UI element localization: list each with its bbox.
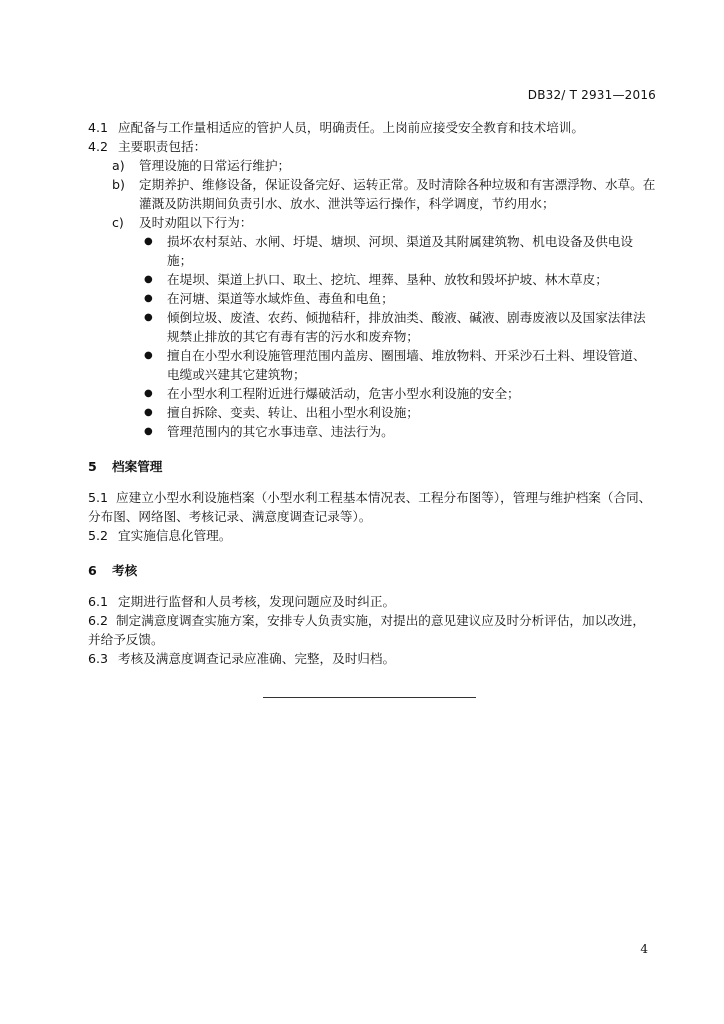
page-number: 4 [640,942,648,956]
bullet-text: 管理范围内的其它水事违章、违法行为。 [167,424,394,439]
clause-text: 宜实施信息化管理。 [118,528,232,543]
section-title: 考核 [112,563,138,578]
clause-text: 应建立小型水利设施档案（小型水利工程基本情况表、工程分布图等），管理与维护档案（合同、分布图、网络图、考核记录、满意度调查记录等）。 [88,490,652,524]
list-marker: a) [112,158,125,173]
list-item-c [88,213,656,232]
bullet-text: 擅自拆除、变卖、转让、出租小型水利设施； [167,405,419,420]
clause-5-2 [88,526,656,545]
bullet-text: 擅自在小型水利设施管理范围内盖房、圈围墙、堆放物料、开采沙石土料、埋设管道、电缆或兴建其它建筑物； [167,348,646,382]
clause-6-1 [88,592,656,611]
bullet-text: 在堤坝、渠道上扒口、取土、挖坑、埋葬、垦种、放牧和毁坏护坡、林木草皮； [167,272,608,287]
section-heading-6 [88,561,656,580]
clause-number: 6.3 [88,651,109,666]
clause-6-2 [88,611,656,649]
list-item-text: 及时劝阻以下行为： [139,215,253,230]
clause-text: 主要职责包括： [118,139,207,154]
bullet-dot-icon: ● [144,407,153,418]
list-item-a [88,156,656,175]
clause-5-1 [88,488,656,526]
bullet-dot-icon: ● [144,274,153,285]
clause-text: 应配备与工作量相适应的管护人员，明确责任。上岗前应接受安全教育和技术培训。 [118,120,584,135]
section-number: 6 [88,563,97,578]
bullet-dot-icon: ● [144,350,153,361]
clause-text: 考核及满意度调查记录应准确、完整，及时归档。 [118,651,396,666]
bullet-item [88,422,656,441]
clause-number: 4.1 [88,120,109,135]
clause-4-2 [88,137,656,156]
bullet-item [88,346,656,384]
document-code: DB32/ T 2931—2016 [527,88,656,102]
bullet-item [88,403,656,422]
bullet-dot-icon: ● [144,312,153,323]
clause-number: 6.2 [88,613,109,628]
clause-4-1 [88,118,656,137]
list-item-text: 管理设施的日常运行维护； [139,158,291,173]
bullet-text: 倾倒垃圾、废渣、农药、倾抛秸秆，排放油类、酸液、碱液、剧毒废液以及国家法律法规禁止排放的其它有毒有害的污水和废弃物； [167,310,646,344]
bullet-text: 在小型水利工程附近进行爆破活动，危害小型水利设施的安全； [167,386,520,401]
bullet-dot-icon: ● [144,236,153,247]
clause-text: 制定满意度调查实施方案，安排专人负责实施，对提出的意见建议应及时分析评估，加以改进，并给予反馈。 [88,613,645,647]
bullet-dot-icon: ● [144,388,153,399]
document-body [88,118,656,668]
section-title: 档案管理 [112,459,163,474]
list-item-b [88,175,656,213]
bullet-dot-icon: ● [144,293,153,304]
clause-number: 6.1 [88,594,109,609]
section-number: 5 [88,459,97,474]
section-heading-5 [88,457,656,476]
clause-6-3 [88,649,656,668]
bullet-text: 在河塘、渠道等水域炸鱼、毒鱼和电鱼； [167,291,394,306]
bullet-item [88,289,656,308]
clause-number: 5.2 [88,528,109,543]
list-item-text: 定期养护、维修设备，保证设备完好、运转正常。及时清除各种垃圾和有害漂浮物、水草。在灌溉及防洪期间负责引水、放水、泄洪等运行操作，科学调度，节约用水； [139,177,656,211]
list-marker: c) [112,215,124,230]
bullet-item [88,232,656,270]
bullet-item [88,384,656,403]
bullet-dot-icon: ● [144,426,153,437]
clause-number: 4.2 [88,139,109,154]
end-of-text-rule [263,697,476,698]
bullet-text: 损坏农村泵站、水闸、圩堤、塘坝、河坝、渠道及其附属建筑物、机电设备及供电设施； [167,234,633,268]
clause-number: 5.1 [88,490,109,505]
list-marker: b) [112,177,125,192]
bullet-item [88,270,656,289]
clause-text: 定期进行监督和人员考核，发现问题应及时纠正。 [118,594,396,609]
bullet-item [88,308,656,346]
